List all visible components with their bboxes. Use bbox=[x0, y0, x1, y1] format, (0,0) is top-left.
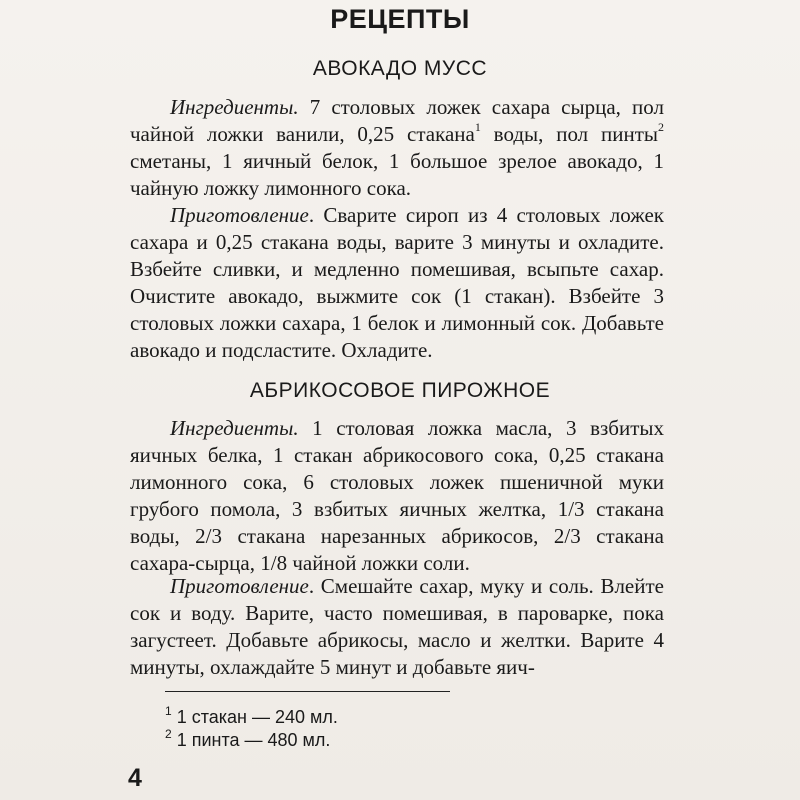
footnote-mark: 2 bbox=[165, 727, 172, 741]
preparation-label: Приготовление bbox=[170, 203, 309, 227]
ingredients-label: Ингредиенты. bbox=[170, 95, 299, 119]
ingredients-label: Ингредиенты. bbox=[170, 416, 299, 440]
avocado-preparation bbox=[130, 202, 664, 364]
footnote-text: 1 стакан — 240 мл. bbox=[171, 707, 338, 727]
apricot-ingredients bbox=[130, 415, 664, 577]
apricot-preparation bbox=[130, 573, 664, 681]
avocado-ingredients bbox=[130, 94, 664, 202]
page-number: 4 bbox=[128, 764, 142, 792]
ingredients-text: 1 столовая ложка масла, 3 взбитых яичных белка, 1 стакан абрикосового сока, 0,25 стакана лимонного сока, 6 столовых ложек пшеничной муки грубого помола, 3 взбитых яичных желтка, 1/3 стакана воды, 2/3 стакана нарезанных абрикосов, 2/3 стакана сахара-сырца, 1/8 чайной ложки соли. bbox=[130, 416, 664, 575]
footnote-1 bbox=[165, 704, 338, 728]
footnote-divider bbox=[165, 691, 450, 692]
recipe-title-avocado-mousse: АВОКАДО МУСС bbox=[312, 57, 488, 80]
footnote-2 bbox=[165, 727, 331, 751]
preparation-text: . Сварите сироп из 4 столовых ложек сахара и 0,25 стакана воды, варите 3 минуты и охладите. Взбейте сливки, и медленно помешивая, всыпьте сахар. Очистите авокадо, выжмите сок (1 стакан). Взбейте 3 столовых ложки сахара, 1 белок и лимонный сок. Добавьте авокадо и подсластите. Охладите. bbox=[130, 203, 664, 362]
footnote-mark: 1 bbox=[165, 704, 172, 718]
footnote-ref-1: 1 bbox=[474, 120, 481, 134]
footnote-text: 1 пинта — 480 мл. bbox=[171, 730, 331, 750]
recipe-title-apricot-cake: АБРИКОСОВОЕ ПИРОЖНОЕ bbox=[249, 379, 551, 402]
preparation-label: Приготовление bbox=[170, 574, 309, 598]
ingredients-text-part1: 7 столовых ложек сахара сырца, пол чайной ложки ванили, 0,25 стакана bbox=[130, 95, 664, 146]
page-title: РЕЦЕПТЫ bbox=[330, 4, 470, 34]
ingredients-text-part2: воды, пол пинты bbox=[480, 122, 659, 146]
preparation-text: . Смешайте сахар, муку и соль. Влейте сок и воду. Варите, часто помешивая, в пароварке, пока загустеет. Добавьте абрикосы, масло и желтки. Варите 4 минуты, охлаждайте 5 минут и добавьте яич- bbox=[130, 574, 664, 679]
footnote-ref-2: 2 bbox=[658, 120, 665, 134]
ingredients-text-part3: сметаны, 1 яичный белок, 1 большое зрелое авокадо, 1 чайную ложку лимонного сока. bbox=[130, 149, 664, 200]
